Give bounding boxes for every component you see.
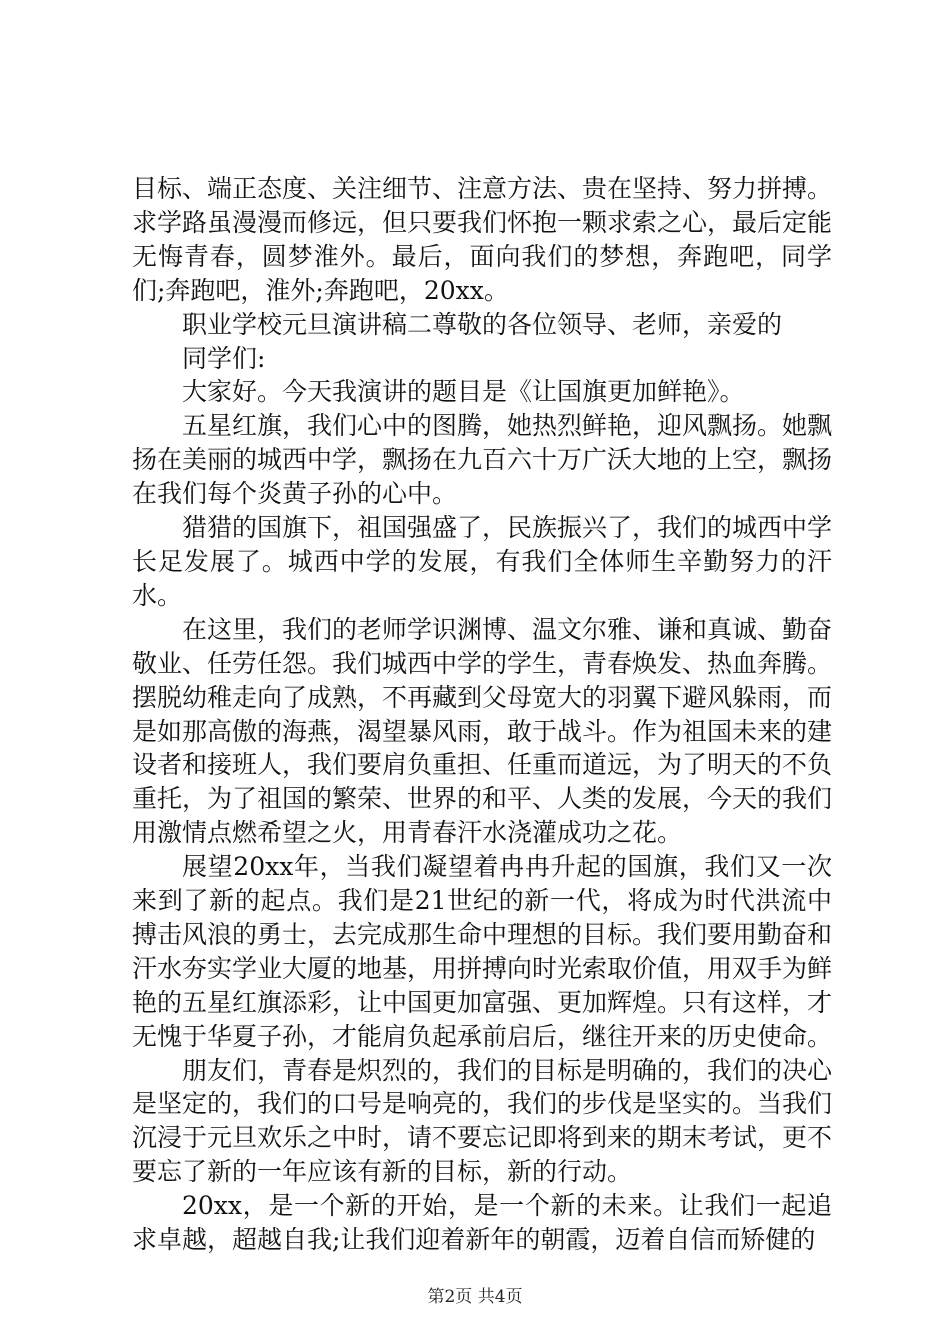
paragraph-salutation: 同学们: — [182, 343, 266, 373]
paragraph-outlook: 展望20xx年，当我们凝望着冉冉升起的国旗，我们又一次来到了新的起点。我们是21世纪的新一代，将成为时代洪流中搏击风浪的勇士，去完成那生命中理想的目标。我们要用勤奋和汗水夯实学业大厦的地基，用拼搏向时光索取价值，用双手为鲜艳的五星红旗添彩，让中国更加富强、更加辉煌。只有这样，才无愧于华夏子孙，才能肩负起承前启后，继往开来的历史使命。 — [132, 852, 833, 1051]
paragraph-continuation: 目标、端正态度、关注细节、注意方法、贵在坚持、努力拼搏。求学路虽漫漫而修远，但只要我们怀抱一颗求索之心，最后定能无悔青春，圆梦淮外。最后，面向我们的梦想，奔跑吧，同学们;奔跑吧，淮外;奔跑吧，20xx。 — [132, 174, 833, 305]
page-number-footer: 第2页 共4页 — [427, 1287, 523, 1307]
paragraph-friends: 朋友们，青春是炽烈的，我们的目标是明确的，我们的决心是坚定的，我们的口号是响亮的，我们的步伐是坚实的。当我们沉浸于元旦欢乐之中时，请不要忘记即将到来的期末考试，更不要忘了新的一年应该有新的目标，新的行动。 — [132, 1055, 833, 1187]
paragraph-motherland: 猎猎的国旗下，祖国强盛了，民族振兴了，我们的城西中学长足发展了。城西中学的发展，有我们全体师生辛勤努力的汗水。 — [132, 513, 833, 610]
paragraph-new-beginning: 20xx，是一个新的开始，是一个新的未来。让我们一起追求卓越，超越自我;让我们迎着新年的朝霞，迈着自信而矫健的 — [132, 1191, 832, 1255]
paragraph-greeting: 大家好。今天我演讲的题目是《让国旗更加鲜艳》。 — [182, 377, 745, 407]
paragraph-teachers-students: 在这里，我们的老师学识渊博、温文尔雅、谦和真诚、勤奋敬业、任劳任怨。我们城西中学的学生，青春焕发、热血奔腾。摆脱幼稚走向了成熟，不再藏到父母宽大的羽翼下避风躲雨，而是如那高傲的海燕，渴望暴风雨，敢于战斗。作为祖国未来的建设者和接班人，我们要肩负重担、任重而道远，为了明天的不负重托，为了祖国的繁荣、世界的和平、人类的发展，今天的我们用激情点燃希望之火，用青春汗水浇灌成功之花。 — [132, 614, 833, 848]
paragraph-flag: 五星红旗，我们心中的图腾，她热烈鲜艳，迎风飘扬。她飘扬在美丽的城西中学，飘扬在九百六十万广沃大地的上空，飘扬在我们每个炎黄子孙的心中。 — [132, 411, 833, 509]
paragraph-speech-title: 职业学校元旦演讲稿二尊敬的各位领导、老师，亲爱的 — [182, 309, 783, 339]
document-body — [132, 172, 832, 1257]
